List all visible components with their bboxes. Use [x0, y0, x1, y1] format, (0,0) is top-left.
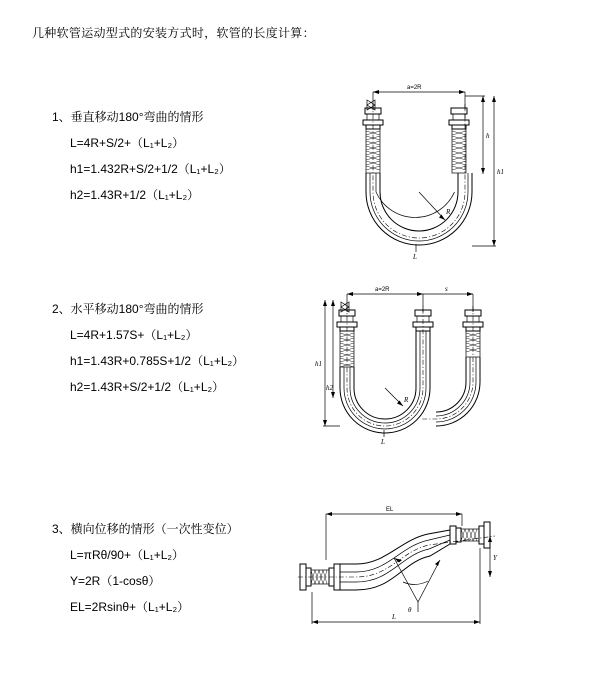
- svg-text:a=2R: a=2R: [407, 85, 422, 91]
- section-3-text: [52, 520, 302, 624]
- svg-text:a=2R: a=2R: [375, 287, 390, 293]
- svg-text:L: L: [392, 613, 396, 621]
- section-1-formula-2: h1=1.432R+S/2+1/2（L₁+L₂）: [70, 162, 231, 176]
- section-1-formula-3: h2=1.43R+1/2（L₁+L₂）: [70, 188, 200, 202]
- svg-text:h1: h1: [315, 360, 322, 368]
- horizontal-180-bend-diagram: [305, 278, 505, 458]
- section-3-title: 3、横向位移的情形（一次性变位）: [52, 522, 239, 536]
- lateral-offset-diagram: [290, 500, 505, 640]
- page-title: 几种软管运动型式的安装方式时，软管的长度计算：: [32, 26, 315, 40]
- section-2-text: [52, 300, 302, 404]
- svg-text:R: R: [404, 396, 409, 404]
- section-1-text: [52, 108, 302, 212]
- svg-text:h: h: [486, 132, 490, 140]
- svg-text:L: L: [381, 438, 385, 446]
- svg-text:L: L: [413, 253, 417, 261]
- svg-text:h2: h2: [326, 384, 333, 392]
- section-2-formula-3: h2=1.43R+S/2+1/2（L₁+L₂）: [70, 380, 225, 394]
- svg-text:Y: Y: [493, 554, 497, 562]
- svg-text:s: s: [445, 285, 448, 293]
- svg-text:R: R: [446, 208, 451, 216]
- svg-text:h1: h1: [497, 168, 504, 176]
- section-1-title: 1、垂直移动180°弯曲的情形: [52, 110, 204, 124]
- section-2-formula-2: h1=1.43R+0.785S+1/2（L₁+L₂）: [70, 354, 245, 368]
- section-3-formula-1: L=πRθ/90+（L₁+L₂）: [70, 548, 185, 562]
- svg-text:EL: EL: [386, 507, 394, 513]
- vertical-180-bend-diagram: [305, 74, 505, 284]
- svg-text:θ: θ: [408, 606, 412, 614]
- section-2-title: 2、水平移动180°弯曲的情形: [52, 302, 204, 316]
- section-2-formula-1: L=4R+1.57S+（L₁+L₂）: [70, 328, 198, 342]
- section-1-formula-1: L=4R+S/2+（L₁+L₂）: [70, 136, 185, 150]
- section-3-formula-2: Y=2R（1-cosθ）: [70, 574, 161, 588]
- section-3-formula-3: EL=2Rsinθ+（L₁+L₂）: [70, 600, 190, 614]
